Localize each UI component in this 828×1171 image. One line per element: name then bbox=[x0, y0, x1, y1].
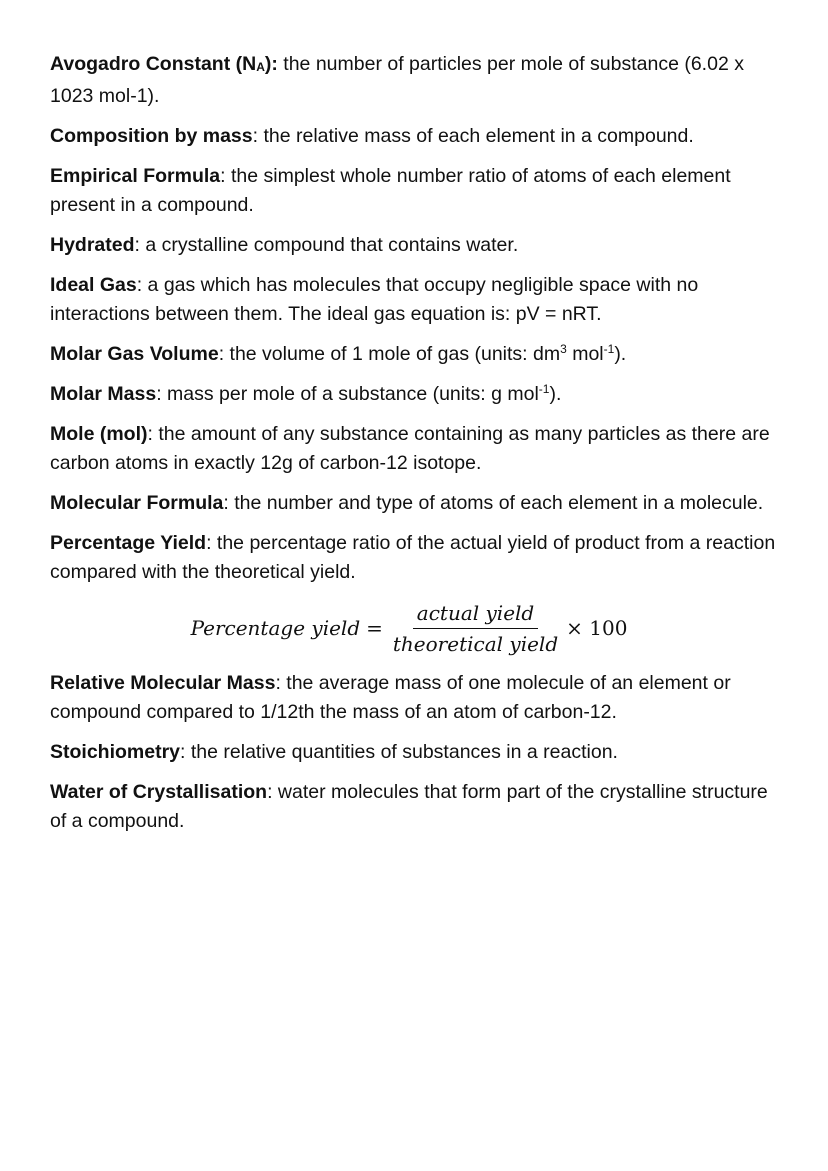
entry-percentage-yield bbox=[50, 529, 780, 587]
formula-numerator: actual yield bbox=[413, 601, 538, 629]
term-molar-gas-volume: Molar Gas Volume bbox=[50, 343, 219, 365]
definition-avogadro-constant: the number of particles per mole of substance (6.02 x 1023 mol-1). bbox=[50, 53, 744, 107]
definition-molar-gas-volume: : the volume of 1 mole of gas (units: $dm^3$ mol$^{-1}$). bbox=[218, 342, 627, 365]
term-mole: Mole (mol) bbox=[50, 423, 148, 445]
entry-avogadro-constant bbox=[50, 50, 780, 111]
definition-stoichiometry: : the relative quantities of substances in a reaction. bbox=[180, 741, 618, 763]
term-percentage-yield: Percentage Yield bbox=[50, 532, 207, 554]
definition-percentage-yield: : the percentage ratio of the actual yield of product from a reaction compared with the theoretical yield. bbox=[50, 532, 776, 583]
definition-ideal-gas: : a gas which has molecules that occupy negligible space with no interactions between them. The ideal gas equation is: pV = nRT. bbox=[50, 274, 699, 325]
entry-composition-by-mass bbox=[50, 122, 780, 151]
definition-relative-molecular-mass: : the average mass of one molecule of an element or compound compared to 1/12th the mass of an atom of carbon-12. bbox=[50, 672, 731, 723]
entry-water-of-crystallisation bbox=[50, 778, 780, 836]
entry-molar-gas-volume bbox=[50, 340, 780, 369]
definition-composition-by-mass: : the relative mass of each element in a compound. bbox=[252, 125, 694, 147]
glossary-page bbox=[50, 50, 780, 847]
entry-ideal-gas bbox=[50, 271, 780, 329]
formula-denominator: theoretical yield bbox=[392, 631, 559, 656]
term-hydrated: Hydrated bbox=[50, 234, 135, 256]
entry-mole bbox=[50, 420, 780, 478]
percentage-yield-formula bbox=[44, 599, 774, 657]
entry-molecular-formula bbox=[50, 489, 780, 518]
term-avogadro-constant: Avogadro Constant (NA): bbox=[50, 53, 278, 75]
definition-molar-mass: : mass per mole of a substance (units: g mol$^{-1}$). bbox=[156, 382, 562, 405]
definition-hydrated: : a crystalline compound that contains water. bbox=[134, 234, 519, 256]
definition-mole: : the amount of any substance containing as many particles as there are carbon atoms in exactly 12g of carbon-12 isotope. bbox=[50, 423, 770, 474]
formula-lhs: Percentage yield bbox=[190, 616, 361, 640]
term-ideal-gas: Ideal Gas bbox=[50, 274, 137, 296]
formula-equals-sign: = bbox=[366, 616, 383, 640]
entry-empirical-formula bbox=[50, 162, 780, 220]
term-molecular-formula: Molecular Formula bbox=[50, 492, 224, 514]
term-molar-mass: Molar Mass bbox=[50, 383, 157, 405]
term-stoichiometry: Stoichiometry bbox=[50, 741, 181, 763]
term-relative-molecular-mass: Relative Molecular Mass bbox=[50, 672, 276, 694]
term-water-of-crystallisation: Water of Crystallisation bbox=[50, 781, 268, 803]
formula-fraction bbox=[389, 601, 562, 656]
entry-relative-molecular-mass bbox=[50, 669, 780, 727]
term-composition-by-mass: Composition by mass bbox=[50, 125, 253, 147]
definition-empirical-formula: : the simplest whole number ratio of atoms of each element present in a compound. bbox=[50, 165, 731, 216]
definition-water-of-crystallisation: : water molecules that form part of the crystalline structure of a compound. bbox=[50, 781, 768, 832]
entry-hydrated bbox=[50, 231, 780, 260]
formula-multiplier: × 100 bbox=[566, 616, 628, 640]
entry-molar-mass bbox=[50, 380, 780, 409]
entry-stoichiometry bbox=[50, 738, 780, 767]
definition-molecular-formula: : the number and type of atoms of each element in a molecule. bbox=[223, 492, 764, 514]
term-empirical-formula: Empirical Formula bbox=[50, 165, 221, 187]
